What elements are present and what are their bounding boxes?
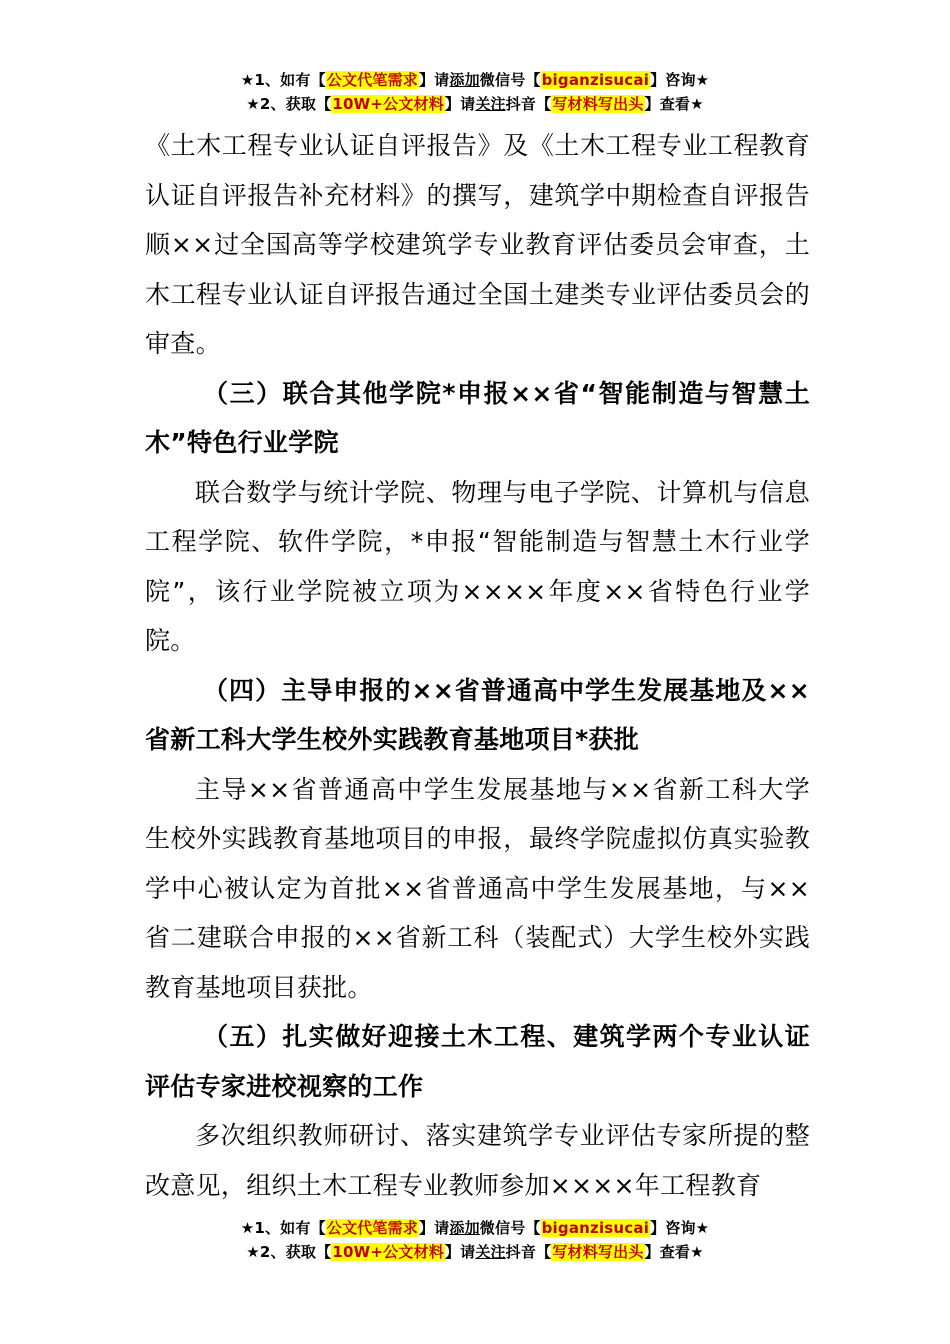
promo-highlight: 10W+公文材料 bbox=[332, 95, 444, 113]
promo-text: ★1、如有【 bbox=[240, 1219, 326, 1237]
promo-line-2 bbox=[0, 1240, 950, 1264]
paragraph-1: 《土木工程专业认证自评报告》及《土木工程专业工程教育认证自评报告补充材料》的撰写，建筑学中期检查自评报告顺××过全国高等学校建筑学专业教育评估委员会审查，土木工程专业认证自评报告通过全国土建类专业评估委员会的审查。 bbox=[145, 131, 810, 358]
promo-text: 】查看★ bbox=[644, 95, 704, 113]
wechat-id-highlight: biganzisucai bbox=[541, 1219, 650, 1237]
promo-line-1 bbox=[0, 68, 950, 92]
promo-text: 抖音【 bbox=[505, 95, 552, 113]
promo-text: 】请 bbox=[418, 1219, 450, 1237]
section-heading-5: （五）扎实做好迎接土木工程、建筑学两个专业认证评估专家进校视察的工作 bbox=[145, 1022, 810, 1101]
promo-text: 】咨询★ bbox=[650, 1219, 710, 1237]
douyin-id-highlight: 写材料写出头 bbox=[552, 95, 644, 113]
promo-highlight: 公文代笔需求 bbox=[326, 71, 418, 89]
section-heading-4: （四）主导申报的××省普通高中学生发展基地及××省新工科大学生校外实践教育基地项目*获批 bbox=[145, 675, 810, 754]
promo-text: 】请 bbox=[418, 71, 450, 89]
douyin-id-highlight: 写材料写出头 bbox=[552, 1243, 644, 1261]
promo-underlined: 关注 bbox=[475, 1243, 506, 1261]
promo-underlined: 添加 bbox=[449, 71, 480, 89]
promo-text: 微信号【 bbox=[479, 1219, 541, 1237]
promo-text: 】咨询★ bbox=[650, 71, 710, 89]
promo-underlined: 添加 bbox=[449, 1219, 480, 1237]
promo-text: 】请 bbox=[444, 1243, 476, 1261]
footer-promo-banner bbox=[0, 1216, 950, 1264]
promo-text: 微信号【 bbox=[479, 71, 541, 89]
promo-line-1 bbox=[0, 1216, 950, 1240]
promo-text: ★1、如有【 bbox=[240, 71, 326, 89]
paragraph-4: 多次组织教师研讨、落实建筑学专业评估专家所提的整改意见，组织土木工程专业教师参加××××年工程教育 bbox=[145, 1121, 810, 1200]
wechat-id-highlight: biganzisucai bbox=[541, 71, 650, 89]
header-promo-banner bbox=[0, 68, 950, 116]
promo-text: 】请 bbox=[444, 95, 476, 113]
promo-text: 】查看★ bbox=[644, 1243, 704, 1261]
promo-highlight: 公文代笔需求 bbox=[326, 1219, 418, 1237]
promo-line-2 bbox=[0, 92, 950, 116]
promo-text: 抖音【 bbox=[505, 1243, 552, 1261]
paragraph-2: 联合数学与统计学院、物理与电子学院、计算机与信息工程学院、软件学院，*申报“智能制造与智慧土木行业学院”，该行业学院被立项为××××年度××省特色行业学院。 bbox=[145, 477, 810, 655]
paragraph-3: 主导××省普通高中学生发展基地与××省新工科大学生校外实践教育基地项目的申报，最终学院虚拟仿真实验教学中心被认定为首批××省普通高中学生发展基地，与××省二建联合申报的××省新工科（装配式）大学生校外实践教育基地项目获批。 bbox=[145, 774, 810, 1002]
promo-text: ★2、获取【 bbox=[246, 1243, 332, 1261]
promo-highlight: 10W+公文材料 bbox=[332, 1243, 444, 1261]
promo-text: ★2、获取【 bbox=[246, 95, 332, 113]
document-body bbox=[145, 121, 810, 1210]
promo-underlined: 关注 bbox=[475, 95, 506, 113]
section-heading-3: （三）联合其他学院*申报××省“智能制造与智慧土木”特色行业学院 bbox=[145, 378, 810, 457]
